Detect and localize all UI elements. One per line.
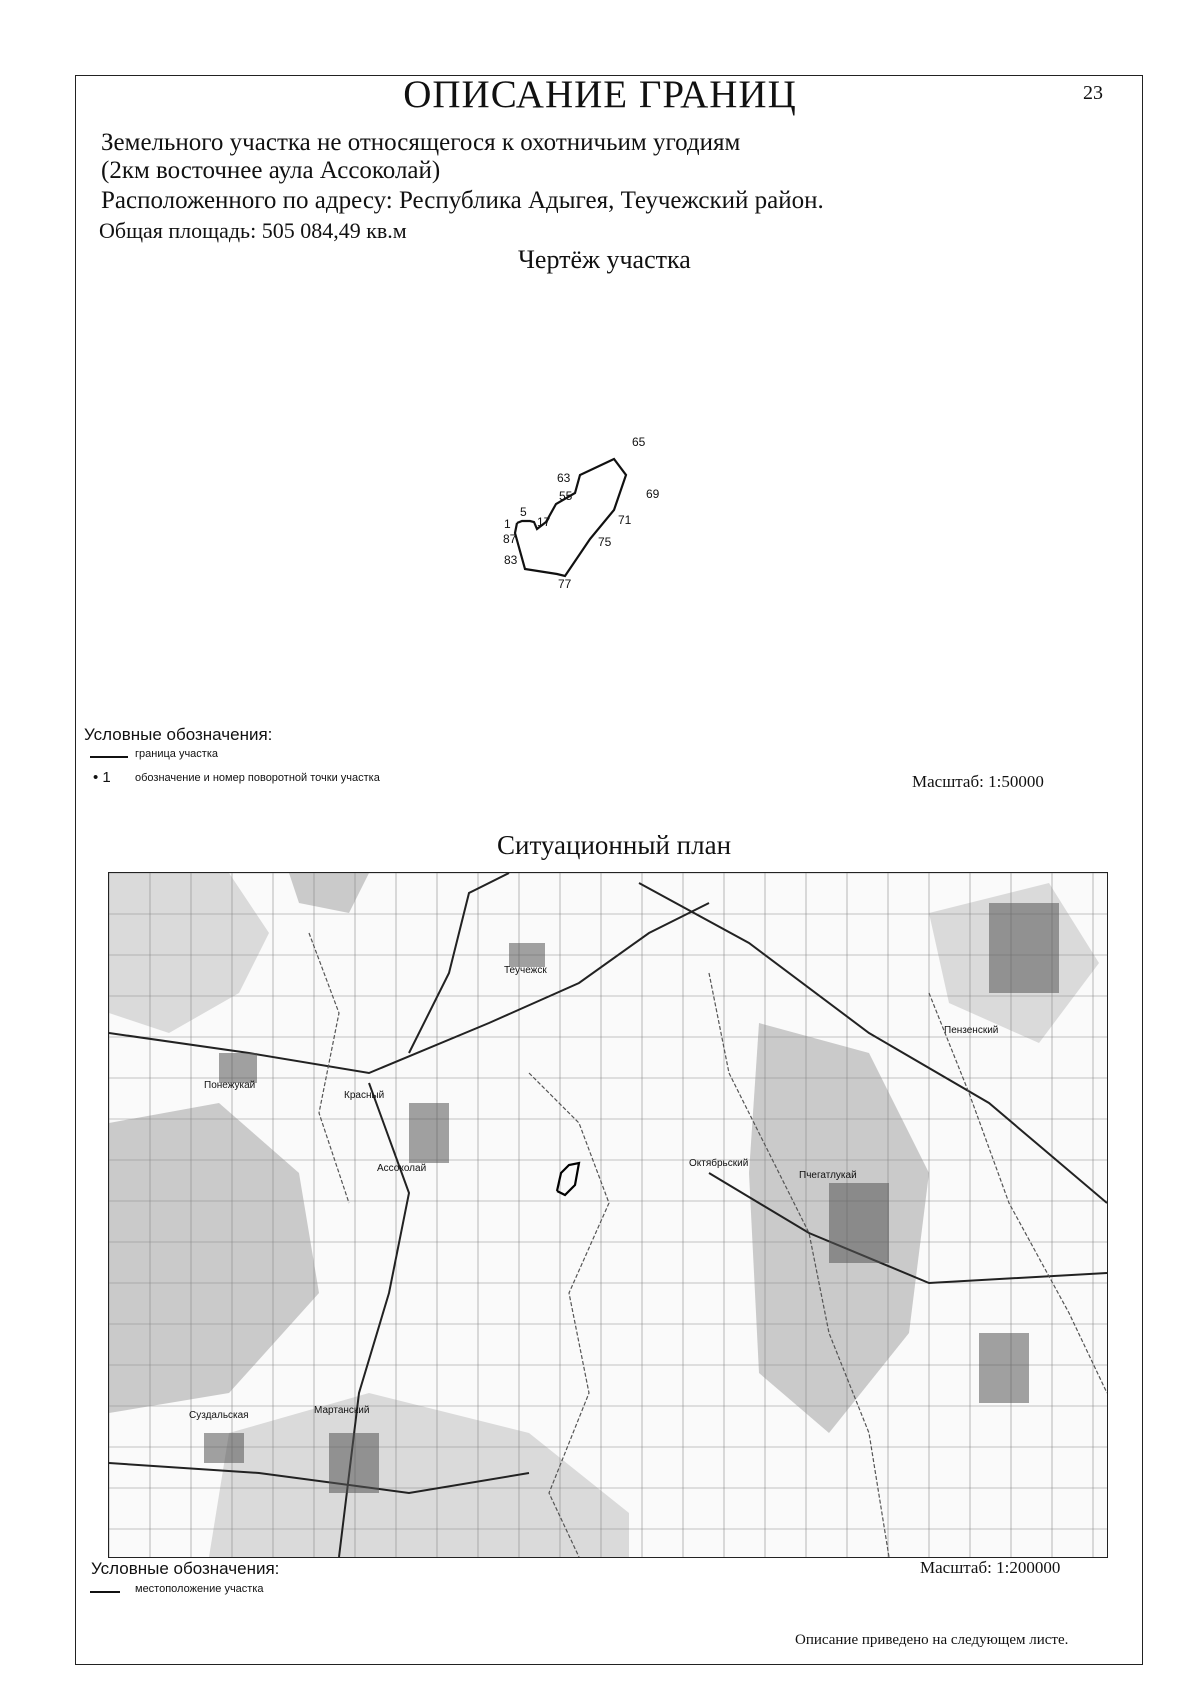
point-label: 87	[503, 532, 517, 546]
settlement	[409, 1103, 449, 1163]
parcel-drawing	[500, 430, 730, 610]
parcel-boundary	[515, 459, 626, 576]
settlement	[509, 943, 545, 967]
settlement	[979, 1333, 1029, 1403]
point-label: 69	[646, 487, 660, 501]
legend-point-label: обозначение и номер поворотной точки участка	[135, 772, 380, 784]
terrain-area	[109, 1103, 319, 1413]
point-label: 77	[558, 577, 572, 591]
point-label: 1	[504, 517, 511, 531]
description-line-1: Земельного участка не относящегося к охотничьим угодиям	[101, 129, 741, 156]
location-line-symbol	[90, 1591, 120, 1593]
map-place-label: Теучежск	[504, 965, 547, 976]
description-line-2: (2км восточнее аула Ассоколай)	[101, 157, 441, 184]
legend-location-label: местоположение участка	[135, 1583, 264, 1595]
description-line-3: Расположенного по адресу: Республика Адыгея, Теучежский район.	[101, 187, 824, 214]
map-place-label: Октябрьский	[689, 1158, 749, 1169]
settlement	[829, 1183, 889, 1263]
road	[409, 873, 509, 1053]
settlement	[329, 1433, 379, 1493]
legend-point-marker: • 1	[93, 769, 111, 786]
map-place-label: Мартанский	[314, 1405, 370, 1416]
page-title: ОПИСАНИЕ ГРАНИЦ	[403, 73, 797, 116]
point-label: 75	[598, 535, 612, 549]
legend-boundary-label: граница участка	[135, 748, 218, 760]
point-label: 5	[520, 505, 527, 519]
scale-drawing: Масштаб: 1:50000	[912, 772, 1044, 791]
map-place-label: Ассоколай	[377, 1163, 427, 1174]
point-label: 63	[557, 471, 571, 485]
scale-plan: Масштаб: 1:200000	[920, 1558, 1061, 1577]
page-number: 23	[1083, 82, 1103, 104]
map-place-label: Пчегатлукай	[799, 1170, 857, 1181]
situation-map	[108, 872, 1108, 1558]
footer-note: Описание приведено на следующем листе.	[795, 1632, 1069, 1648]
point-label: 71	[618, 513, 632, 527]
point-label: 55	[559, 489, 573, 503]
legend-plan-heading: Условные обозначения:	[91, 1559, 280, 1578]
terrain-area	[289, 873, 369, 913]
situation-plan-title: Ситуационный план	[497, 830, 732, 860]
terrain-area	[109, 873, 269, 1033]
point-label: 65	[632, 435, 646, 449]
point-label: 83	[504, 553, 518, 567]
drawing-title: Чертёж участка	[518, 245, 691, 274]
settlement	[989, 903, 1059, 993]
map-place-label: Красный	[344, 1090, 385, 1101]
area-text: Общая площадь: 505 084,49 кв.м	[99, 218, 407, 243]
legend-heading: Условные обозначения:	[84, 725, 273, 744]
map-place-label: Суздальская	[189, 1410, 249, 1421]
boundary-line-symbol	[90, 756, 128, 758]
map-place-label: Понежукай	[204, 1080, 256, 1091]
settlement	[204, 1433, 244, 1463]
map-place-label: Пензенский	[944, 1025, 999, 1036]
settlement	[219, 1053, 257, 1083]
situation-map-canvas	[109, 873, 1107, 1557]
point-label: 17	[537, 515, 551, 529]
